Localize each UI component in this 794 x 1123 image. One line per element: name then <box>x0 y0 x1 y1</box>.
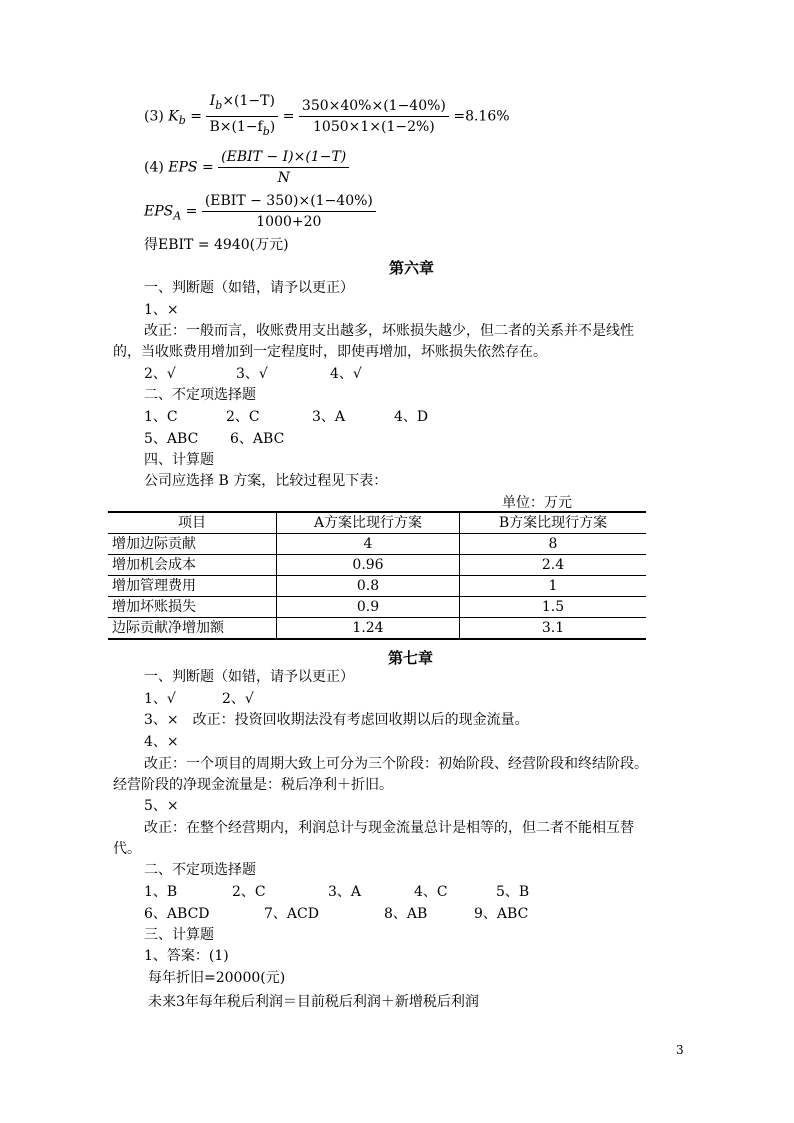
eps-a-fraction: $\frac{\text{(EBIT − 350)×(1−40\%)}}{1000+20}$ <box>202 192 376 231</box>
ch6-correction-line-2: 的，当收账费用增加到一定程度时，即使再增加，坏账损失依然存在。 <box>113 344 547 360</box>
ch6-section-calc: 四、计算题 <box>144 452 214 468</box>
ebit-result: 得EBIT = 4940(万元) <box>144 237 289 253</box>
ch7-section-calc: 三、计算题 <box>144 927 214 943</box>
ch7-correction-5-line-2: 代。 <box>113 841 141 857</box>
page-number: 3 <box>676 1043 684 1057</box>
formula-eps-a: $EPS_A$ = $\frac{\text{(EBIT − 350)×(1−40\%)}}{1000+20}$ <box>144 192 376 231</box>
ch7-item-4: 4、× <box>144 734 179 750</box>
ch7-section-choice: 二、不定项选择题 <box>144 862 256 878</box>
ch7-section-judgment: 一、判断题（如错，请予以更正） <box>144 669 354 685</box>
ch7-correction-4-line-1: 改正：一个项目的周期大致上可分为三个阶段：初始阶段、经营阶段和终结阶段。 <box>144 756 648 772</box>
table-row: 增加管理费用 0.8 1 <box>108 576 646 597</box>
chapter-6-title: 第六章 <box>389 259 435 277</box>
eps-fraction: $\frac{\text{(EBIT − I)×(1−T)}}{N}$ <box>218 148 349 187</box>
table-unit: 单位：万元 <box>502 495 572 511</box>
ch7-correction-4-line-2: 经营阶段的净现金流量是：税后净利＋折旧。 <box>113 777 393 793</box>
ch7-answer-heading: 1、答案：(1) <box>144 948 229 964</box>
ch6-item-1: 1、× <box>144 302 179 318</box>
table-row: 增加坏账损失 0.9 1.5 <box>108 597 646 618</box>
formula-eps: (4) EPS = $\frac{\text{(EBIT − I)×(1−T)}}{N}$ <box>144 148 349 187</box>
ch7-item-3: 3、× 改正：投资回收期法没有考虑回收期以后的现金流量。 <box>144 712 529 728</box>
table-row: 边际贡献净增加额 1.24 3.1 <box>108 618 646 640</box>
ch7-correction-5-line-1: 改正：在整个经营期内，利润总计与现金流量总计是相等的，但二者不能相互替 <box>144 820 634 836</box>
kb-symbol: K <box>168 108 179 125</box>
chapter-7-title: 第七章 <box>388 649 434 667</box>
formula-kb: (3) $K_b$ = $\frac{I_b\times(1-T)}{B\times(1-f_b)}$ = $\frac{350\times 40\%\times(1-40\%)}{1050\times 1\times(1-2\%)}$ =8.16% <box>144 92 510 141</box>
comparison-table <box>108 511 646 640</box>
table-row: 增加机会成本 0.96 2.4 <box>108 555 646 576</box>
ch6-section-judgment: 一、判断题（如错，请予以更正） <box>144 280 354 296</box>
ch6-section-choice: 二、不定项选择题 <box>144 387 256 403</box>
ch6-calc-intro: 公司应选择 B 方案，比较过程见下表： <box>144 473 388 489</box>
kb-numeric-fraction: $\frac{350\times 40\%\times(1-40\%)}{1050\times 1\times(1-2\%)}$ <box>299 97 449 136</box>
ch6-correction-line-1: 改正：一般而言，收账费用支出越多，坏账损失越少，但二者的关系并不是线性 <box>144 323 634 339</box>
kb-general-fraction: $\frac{I_b\times(1-T)}{B\times(1-f_b)}$ <box>206 92 278 141</box>
table-header-row: 项目 A方案比现行方案 B方案比现行方案 <box>108 512 646 534</box>
kb-result: =8.16% <box>453 108 510 125</box>
ch7-depreciation: 每年折旧=20000(元) <box>148 970 286 986</box>
ch7-profit-formula: 未来3年每年税后利润＝目前税后利润＋新增税后利润 <box>148 994 479 1010</box>
table-row: 增加边际贡献 4 8 <box>108 534 646 555</box>
ch7-item-5: 5、× <box>144 798 179 814</box>
